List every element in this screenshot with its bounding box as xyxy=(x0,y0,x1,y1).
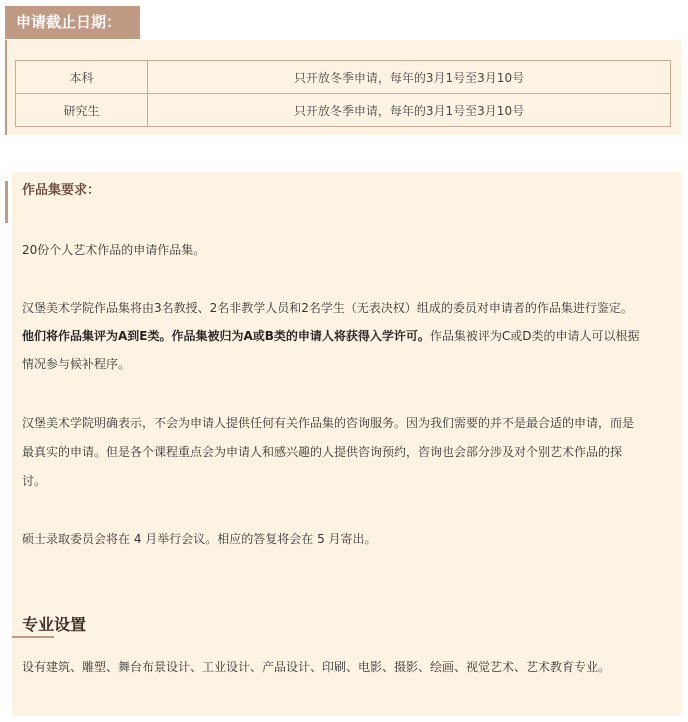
table-row xyxy=(16,61,671,94)
portfolio-title: 作品集要求： xyxy=(22,183,101,198)
consult-text-1: 汉堡美术学院明确表示，不会为申请人提供任何有关作品集的咨询服务。因为我们需要的并不是最合适的申请，而是 xyxy=(22,416,635,430)
row-value-graduate: 只开放冬季申请，每年的3月1号至3月10号 xyxy=(148,94,671,127)
row-label-graduate: 研究生 xyxy=(16,94,148,127)
portfolio-grading-line xyxy=(22,322,640,350)
portfolio-jury-text: 汉堡美术学院作品集将由3名教授、2名非教学人员和2名学生（无表决权）组成的委员对申请者的作品集进行鉴定。 xyxy=(22,301,633,315)
portfolio-grading-bold: 他们将作品集评为A到E类。作品集被归为A或B类的申请人将获得入学许可。 xyxy=(22,329,430,343)
majors-underline xyxy=(12,636,54,638)
committee-text: 硕士录取委员会将在 4 月举行会议。相应的答复将会在 5 月寄出。 xyxy=(22,532,377,546)
portfolio-waitlist-text: 情况参与候补程序。 xyxy=(22,357,131,371)
row-value-undergrad: 只开放冬季申请，每年的3月1号至3月10号 xyxy=(148,61,671,94)
deadline-title: 申请截止日期： xyxy=(5,6,140,39)
accent-bar xyxy=(5,181,8,223)
majors-text: 设有建筑、雕塑、舞台布景设计、工业设计、产品设计、印刷、电影、摄影、绘画、视觉艺术、艺术教育专业。 xyxy=(22,660,611,674)
deadline-table xyxy=(15,60,671,127)
consult-text-2: 最真实的申请。但是各个课程重点会为申请人和感兴趣的人提供咨询预约，咨询也会部分涉及对个别艺术作品的探 xyxy=(22,445,623,459)
table-row xyxy=(16,94,671,127)
consult-text-3: 讨。 xyxy=(22,474,47,488)
row-label-undergrad: 本科 xyxy=(16,61,148,94)
portfolio-grading-rest: 作品集被评为C或D类的申请人可以根据 xyxy=(429,329,640,343)
portfolio-count-text: 20份个人艺术作品的申请作品集。 xyxy=(22,243,206,257)
majors-title: 专业设置 xyxy=(22,615,87,634)
